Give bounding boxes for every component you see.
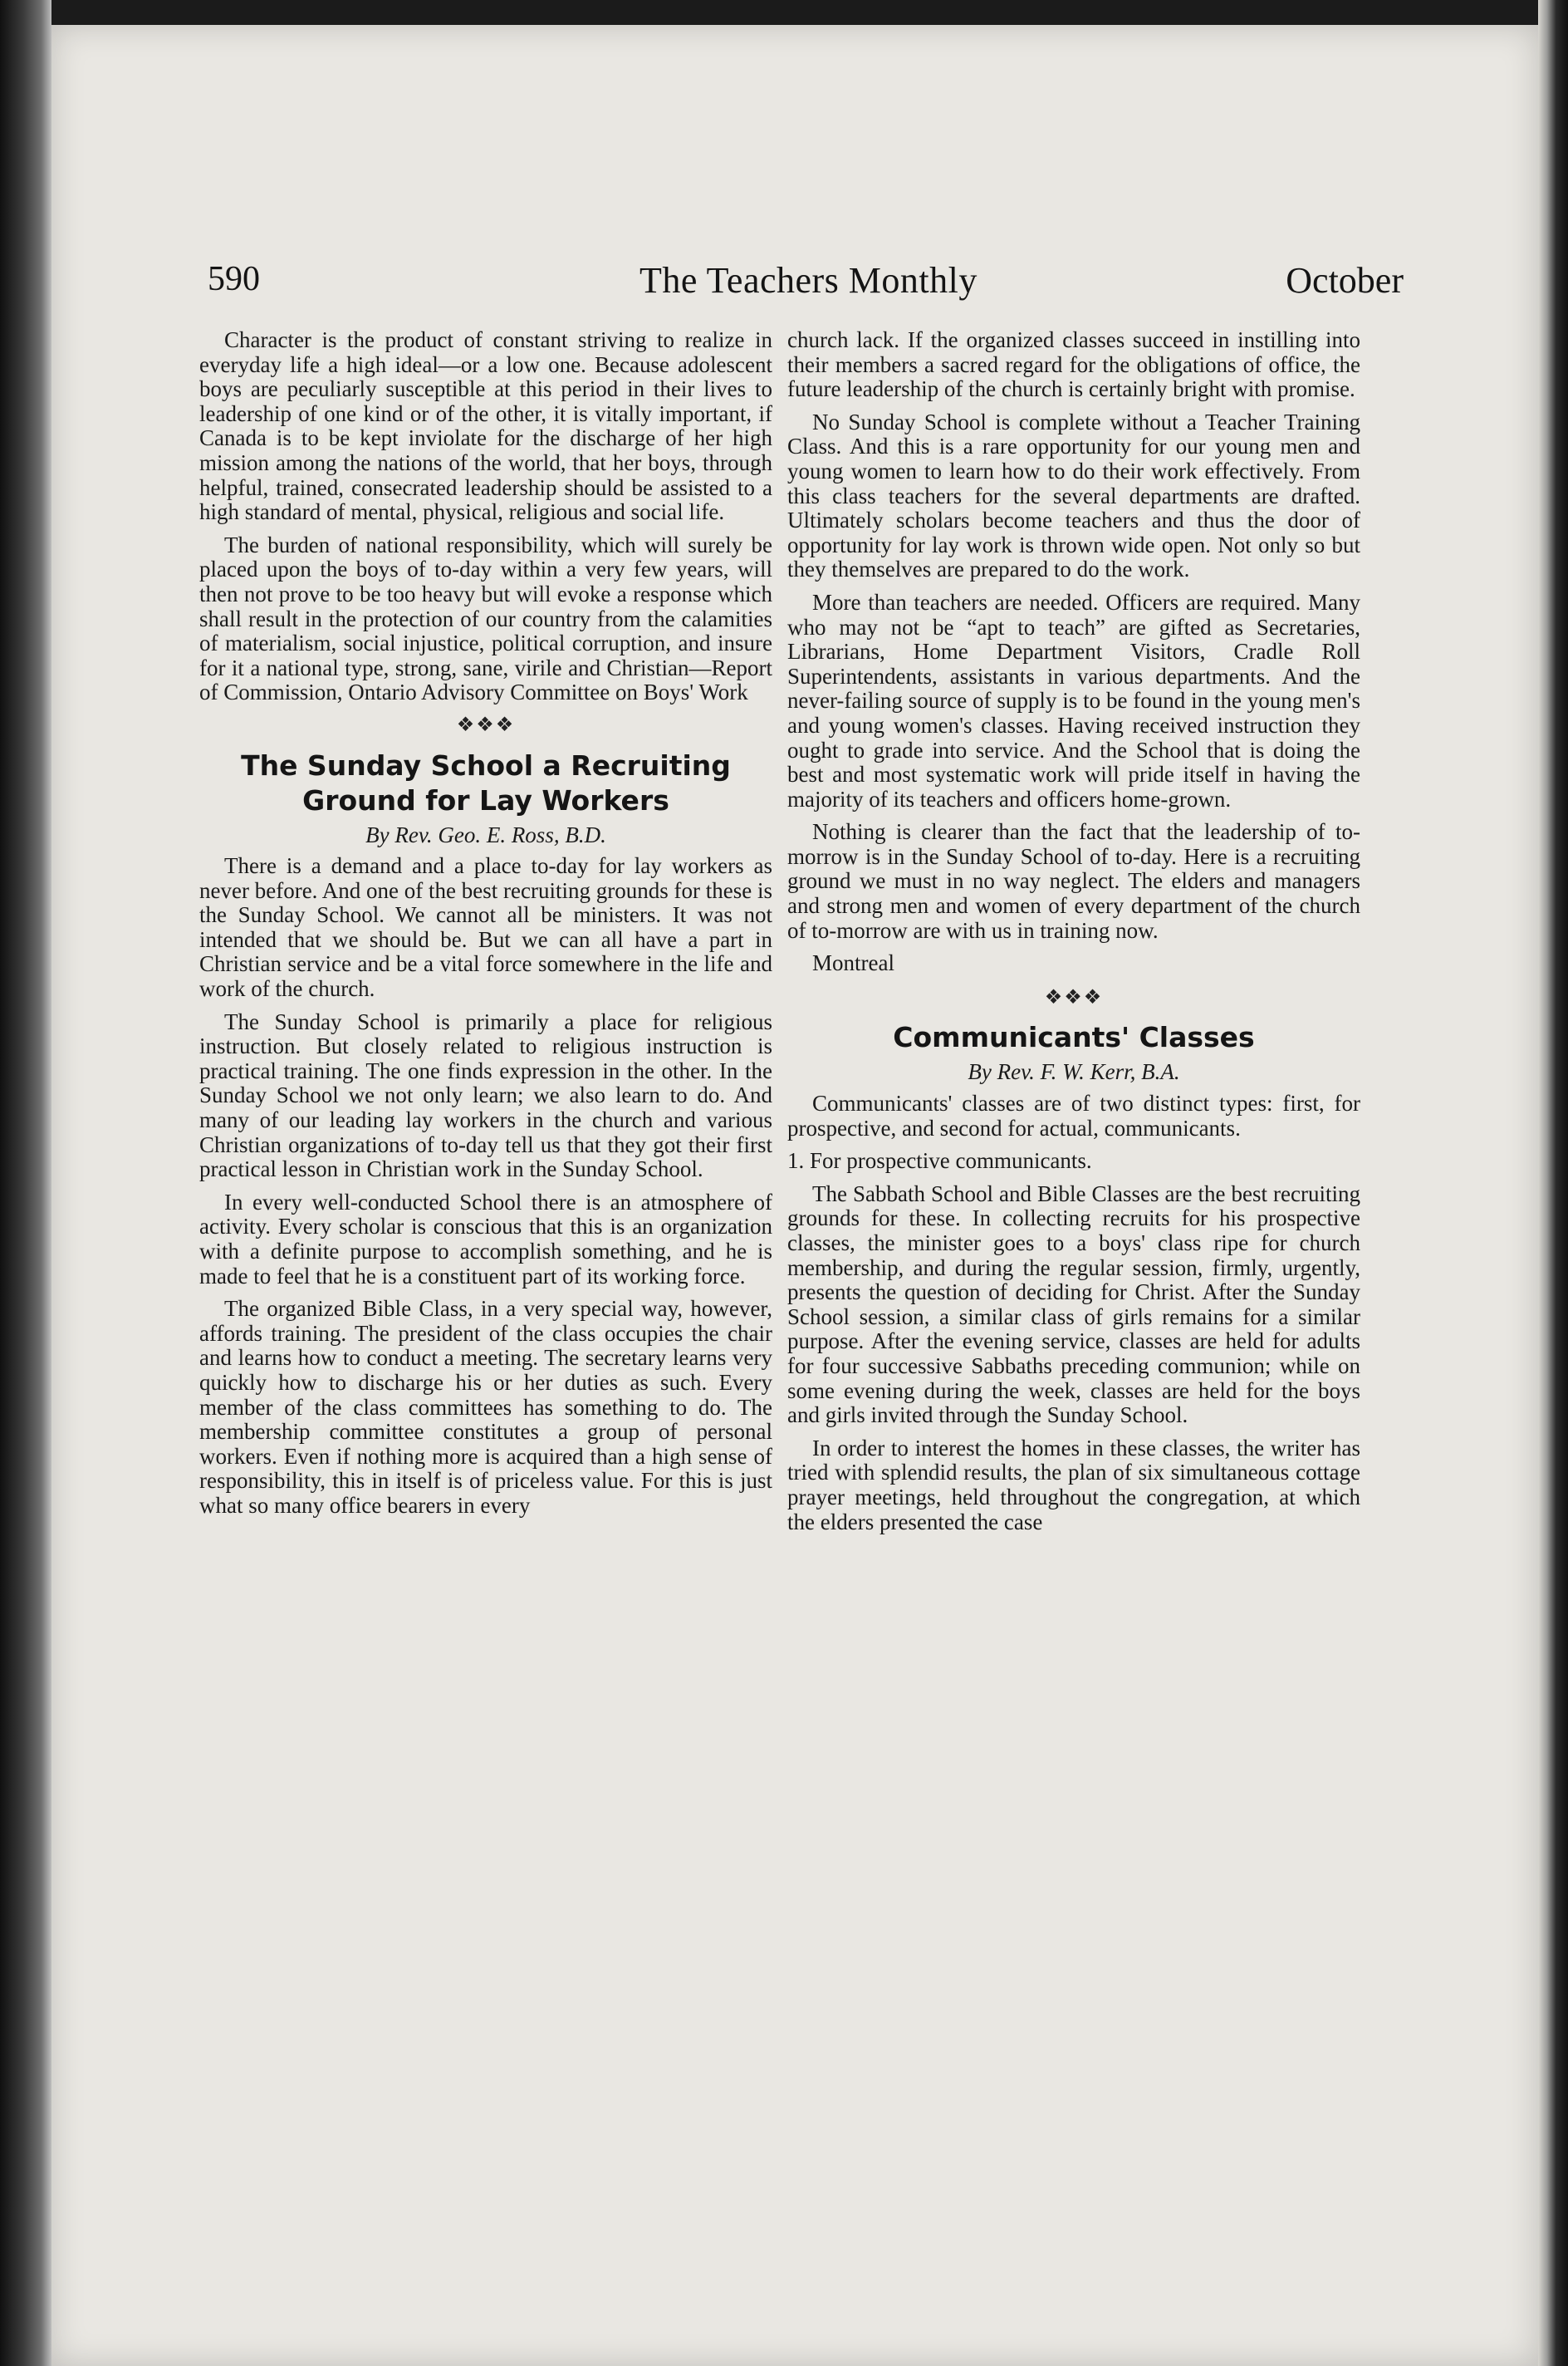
section-ornament: ❖❖❖	[456, 714, 516, 736]
paragraph: In every well-conducted School there is an atmosphere of activity. Every scholar is conscious that this is an organization with a definite purpose to accomplish something, and he is made to feel that he is a constituent part of its working force.	[199, 1189, 772, 1289]
paragraph: The Sabbath School and Bible Classes are the best recruiting grounds for these. In collecting recruits for his prospective classes, the minister goes to a boys' class ripe for church membership, and during the regular session, firmly, urgently, presents the question of deciding for Christ. After the Sunday School session, a similar class of girls remains for a similar purpose. After the evening service, classes are held for adults for four successive Sabbaths preceding communion; while on some evening during the week, classes are held for the boys and girls invited through the Sunday School.	[787, 1181, 1360, 1428]
section-ornament: ❖❖❖	[1044, 986, 1104, 1009]
page-header	[208, 259, 1404, 317]
paragraph: The Sunday School is primarily a place for religious instruction. But closely related to religious instruction is practical training. The one finds expression in the other. In the Sunday School we not only learn; we also learn to do. And many of our leading lay workers in the church and various Christian organizations of to-day tell us that they got their first practical lesson in Christian work in the Sunday School.	[199, 1009, 772, 1182]
paragraph: The burden of national responsibility, which will surely be placed upon the boys of to-day within a very few years, will then not prove to be too heavy but will evoke a response which shall result in the protection of our country from the calamities of materialism, social injustice, political corruption, and insure for it a national type, strong, sane, virile and Christian—Report of Commission, Ontario Advisory Committee on Boys' Work	[199, 532, 772, 705]
running-title: The Teachers Monthly	[639, 260, 978, 301]
paragraph: church lack. If the organized classes succeed in instilling into their members a sacred regard for the obligations of office, the future leadership of the church is certainly bright with promise.	[787, 327, 1360, 402]
paragraph: The organized Bible Class, in a very special way, however, affords training. The president of the class occupies the chair and learns how to conduct a meeting. The secretary learns very quickly how to discharge his or her duties as such. Every member of the class committees has something to do. The membership committee constitutes a group of personal workers. Even if nothing more is acquired than a high sense of responsibility, this in itself is of priceless value. For this is just what so many office bearers in every	[199, 1296, 772, 1518]
book-spine-shadow	[0, 0, 51, 2366]
facing-page-edge	[1538, 0, 1568, 2366]
article-signature: Montreal	[812, 950, 894, 976]
left-column	[199, 328, 772, 1527]
right-column	[787, 328, 1360, 1543]
paragraph: There is a demand and a place to-day for lay workers as never before. And one of the best recruiting grounds for these is the Sunday School. We cannot all be ministers. It was not intended that we should be. But we can all have a part in Christian service and be a vital force somewhere in the life and work of the church.	[199, 853, 772, 1002]
article-title: The Sunday School a Recruiting Ground for Lay Workers	[241, 749, 731, 817]
paragraph: In order to interest the homes in these classes, the writer has tried with splendid results, the plan of six simultaneous cottage prayer meetings, held throughout the congregation, at which the elders presented the case	[787, 1435, 1360, 1534]
article-title: Communicants' Classes	[893, 1021, 1255, 1054]
numbered-heading: 1. For prospective communicants.	[787, 1148, 1092, 1174]
article-byline: By Rev. F. W. Kerr, B.A.	[968, 1059, 1180, 1085]
paragraph: Communicants' classes are of two distinct types: first, for prospective, and second for actual, communicants.	[787, 1091, 1360, 1141]
page-number: 590	[208, 260, 260, 298]
issue-month: October	[1286, 260, 1404, 301]
paragraph: Character is the product of constant striving to realize in everyday life a high ideal—or a low one. Because adolescent boys are peculiarly susceptible at this period in their lives to leadership of one kind or of the other, it is vitally important, if Canada is to be kept inviolate for the discharge of her high mission among the nations of the world, that her boys, through helpful, trained, consecrated leadership should be assisted to a high standard of mental, physical, religious and social life.	[199, 327, 772, 525]
article-byline: By Rev. Geo. E. Ross, B.D.	[365, 822, 606, 847]
paragraph: More than teachers are needed. Officers are required. Many who may not be “apt to teach” are gifted as Secretaries, Librarians, Home Department Visitors, Cradle Roll Superintendents, assistants in various departments. And the never-failing source of supply is to be found in the young men's and young women's classes. Having received instruction they ought to grade into service. And the School that is doing the best and most systematic work will pride itself in having the majority of its teachers and officers home-grown.	[787, 589, 1360, 812]
paragraph: No Sunday School is complete without a Teacher Training Class. And this is a rare opportunity for our young men and young women to learn how to do their work effectively. From this class teachers for the several departments are drafted. Ultimately scholars become teachers and thus the door of opportunity for lay work is thrown wide open. Not only so but they themselves are prepared to do the work.	[787, 409, 1360, 582]
paragraph: Nothing is clearer than the fact that the leadership of to-morrow is in the Sunday School of to-day. Here is a recruiting ground we must in no way neglect. The elders and managers and strong men and women of every department of the church of to-morrow are with us in training now.	[787, 819, 1360, 943]
